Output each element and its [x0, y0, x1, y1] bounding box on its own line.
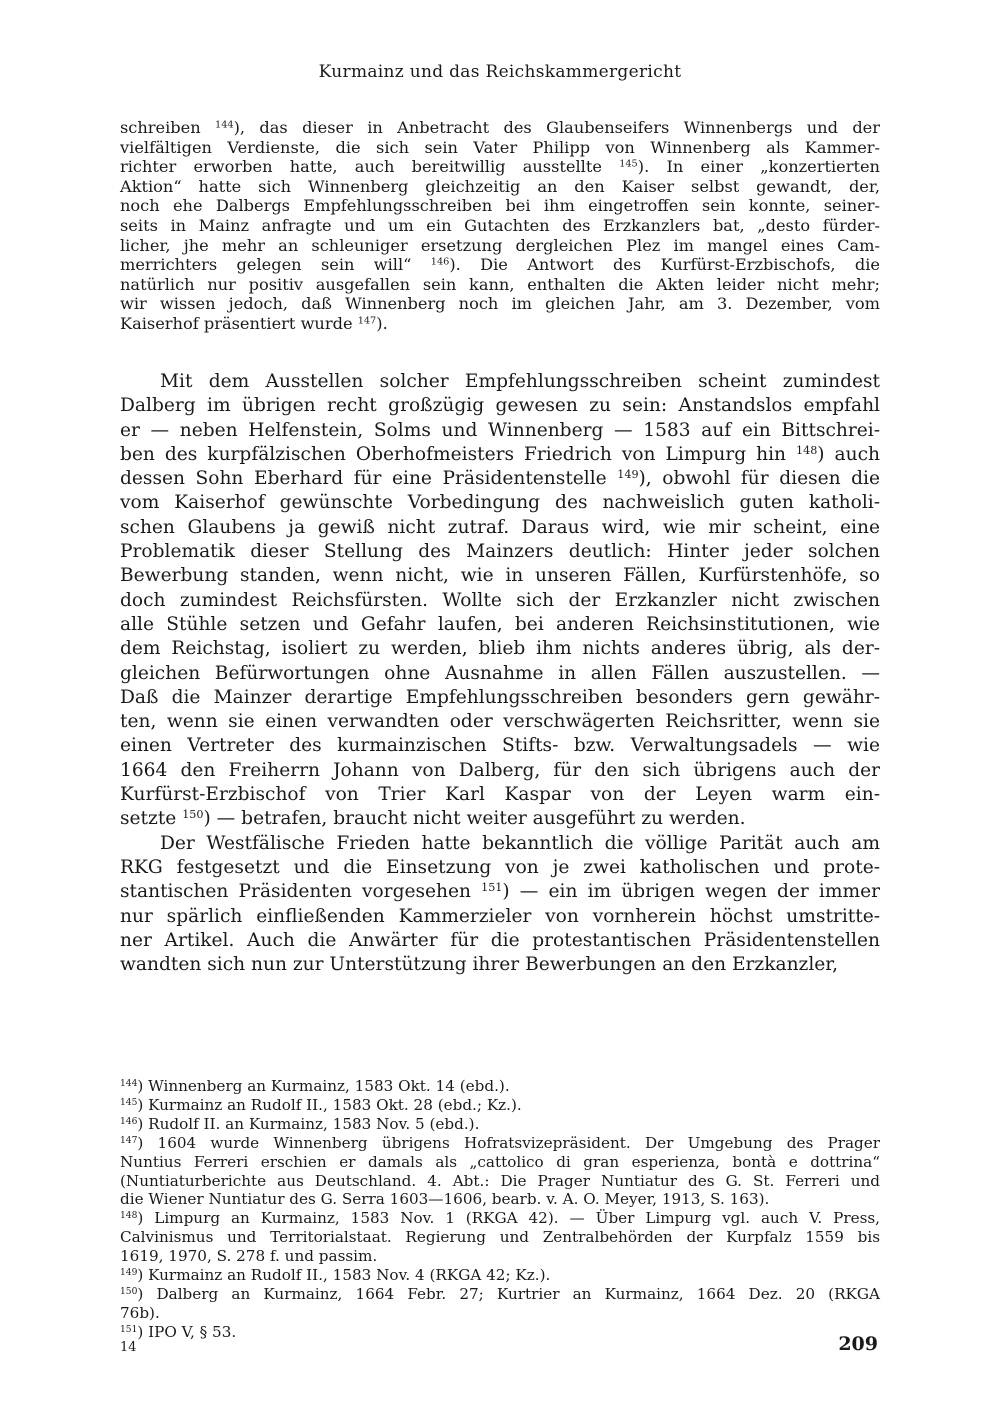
text-line: Dalberg im übrigen recht großzügig gewesen zu sein: Anstandslos empfahl [120, 395, 880, 417]
footnote-line: die Wiener Nuntiatur des G. Serra 1603—1606, bearb. v. A. O. Meyer, 1913, S. 163). [120, 1190, 770, 1209]
footnote-line: 76b). [120, 1303, 160, 1322]
text-line: wandten sich nun zur Unterstützung ihrer Bewerbungen an den Erzkanzler, [120, 954, 839, 976]
footnote-line: 1619, 1970, S. 278 f. und passim. [120, 1247, 378, 1266]
text-line: licher, jhe mehr an schleuniger ersetzung dergleichen Plez im mangel eines Cam- [120, 235, 880, 255]
text-line: Kurfürst-Erzbischof von Trier Karl Kaspar von der Leyen warm ein- [120, 784, 880, 806]
text-line: dem Reichstag, isoliert zu werden, blieb ihm nichts anderes übrig, als der- [120, 638, 880, 660]
text-line: Problematik dieser Stellung des Mainzers deutlich: Hinter jeder solchen [120, 541, 880, 563]
text-line: ben des kurpfälzischen Oberhofmeisters Friedrich von Limpurg hin $^{148}$) auch [120, 443, 880, 465]
text-line: Aktion“ hatte sich Winnenberg gleichzeitig an den Kaiser selbst gewandt, der, [120, 176, 880, 196]
text-line: Kaiserhof präsentiert wurde $^{147}$). [120, 313, 388, 333]
text-line: nur spärlich einfließenden Kammerzieler von vornherein höchst umstritte- [120, 905, 880, 927]
continued-paragraph [120, 118, 880, 334]
text-line: setzte $^{150}$) — betrafen, braucht nicht weiter ausgeführt zu werden. [120, 808, 746, 830]
text-line: vielfältigen Verdienste, die sich sein Vater Philipp von Winnenberg als Kammer- [120, 137, 880, 157]
footnote-line: $^{146}$) Rudolf II. an Kurmainz, 1583 Nov. 5 (ebd.). [120, 1114, 480, 1133]
footnote-line: Nuntius Ferreri erschien er damals als „cattolico di gran esperienza, bontà e dottrina“ [120, 1152, 880, 1171]
text-line: vom Kaiserhof gewünschte Vorbedingung des nachweislich guten katholi- [120, 492, 880, 514]
footnote-line: $^{145}$) Kurmainz an Rudolf II., 1583 Okt. 28 (ebd.; Kz.). [120, 1095, 522, 1114]
text-line: schreiben $^{144}$), das dieser in Anbetracht des Glaubenseifers Winnenbergs und der [120, 118, 881, 137]
text-line: Mit dem Ausstellen solcher Empfehlungsschreiben scheint zumindest [160, 371, 880, 392]
text-line: seits in Mainz anfragte und um ein Gutachten des Erzkanzlers bat, „desto fürder- [120, 215, 880, 235]
text-line: schen Glaubens ja gewiß nicht zutraf. Daraus wird, wie mir scheint, eine [120, 516, 880, 538]
text-line: natürlich nur positiv ausgefallen sein kann, enthalten die Akten leider nicht mehr; [120, 274, 880, 294]
footnote-line: $^{149}$) Kurmainz an Rudolf II., 1583 Nov. 4 (RKGA 42; Kz.). [120, 1266, 551, 1285]
text-line: einen Vertreter des kurmainzischen Stifts- bzw. Verwaltungsadels — wie [120, 735, 880, 757]
footnote-line: $^{151}$) IPO V, § 53. [120, 1322, 237, 1341]
footnotes [120, 1077, 880, 1342]
text-line: 1664 den Freiherrn Johann von Dalberg, für den sich übrigens auch der [120, 759, 880, 781]
footnote-line: $^{147}$) 1604 wurde Winnenberg übrigens Hofratsvizepräsident. Der Umgebung des Prager [120, 1133, 880, 1152]
page-number: 209 [838, 1333, 878, 1355]
text-line: RKG festgesetzt und die Einsetzung von je zwei katholischen und prote- [120, 856, 880, 878]
main-text [120, 370, 880, 977]
text-line: dessen Sohn Eberhard für eine Präsidentenstelle $^{149}$), obwohl für diesen die [120, 468, 880, 490]
text-line: gleichen Befürwortungen ohne Ausnahme in allen Fällen auszustellen. — [120, 662, 880, 684]
text-line: stantischen Präsidenten vorgesehen $^{151}$) — ein im übrigen wegen der immer [120, 881, 880, 903]
footnote-line: $^{144}$) Winnenberg an Kurmainz, 1583 Okt. 14 (ebd.). [120, 1077, 510, 1095]
footnote-line: Calvinismus und Territorialstaat. Regierung und Zentralbehörden der Kurpfalz 1559 bis [120, 1228, 880, 1247]
text-line: ner Artikel. Auch die Anwärter für die protestantischen Präsidentenstellen [120, 929, 880, 951]
text-line: Der Westfälische Frieden hatte bekanntlich die völlige Parität auch am [160, 832, 880, 854]
signature-mark: 14 [120, 1340, 137, 1355]
text-line: noch ehe Dalbergs Empfehlungsschreiben bei ihm eingetroffen sein konnte, seiner- [120, 196, 880, 216]
footnote-line: $^{150}$) Dalberg an Kurmainz, 1664 Febr. 27; Kurtrier an Kurmainz, 1664 Dez. 20 (RKGA [120, 1284, 880, 1303]
text-line: Daß die Mainzer derartige Empfehlungsschreiben besonders gern gewähr- [120, 686, 880, 708]
text-line: richter erworben hatte, auch bereitwillig ausstellte $^{145}$). In einer „konzertierten [120, 157, 880, 177]
text-line: ten, wenn sie einen verwandten oder verschwägerten Reichsritter, wenn sie [120, 711, 880, 733]
text-line: merrichters gelegen sein will“ $^{146}$). Die Antwort des Kurfürst-Erzbischofs, die [120, 255, 880, 275]
text-line: er — neben Helfenstein, Solms und Winnenberg — 1583 auf ein Bittschrei- [120, 419, 880, 441]
footnote-line: $^{148}$) Limpurg an Kurmainz, 1583 Nov. 1 (RKGA 42). — Über Limpurg vgl. auch V. Press, [120, 1209, 880, 1228]
text-line: alle Stühle setzen und Gefahr laufen, bei anderen Reichsinstitutionen, wie [120, 613, 880, 635]
text-line: wir wissen jedoch, daß Winnenberg noch im gleichen Jahr, am 3. Dezember, vom [120, 294, 880, 314]
text-line: doch zumindest Reichsfürsten. Wollte sich der Erzkanzler nicht zwischen [120, 589, 880, 611]
running-header: Kurmainz und das Reichskammergericht [318, 62, 682, 82]
footnote-line: (Nuntiaturberichte aus Deutschland. 4. Abt.: Die Prager Nuntiatur des G. St. Ferreri und [120, 1171, 880, 1190]
text-line: Bewerbung standen, wenn nicht, wie in unseren Fällen, Kurfürstenhöfe, so [120, 565, 880, 587]
